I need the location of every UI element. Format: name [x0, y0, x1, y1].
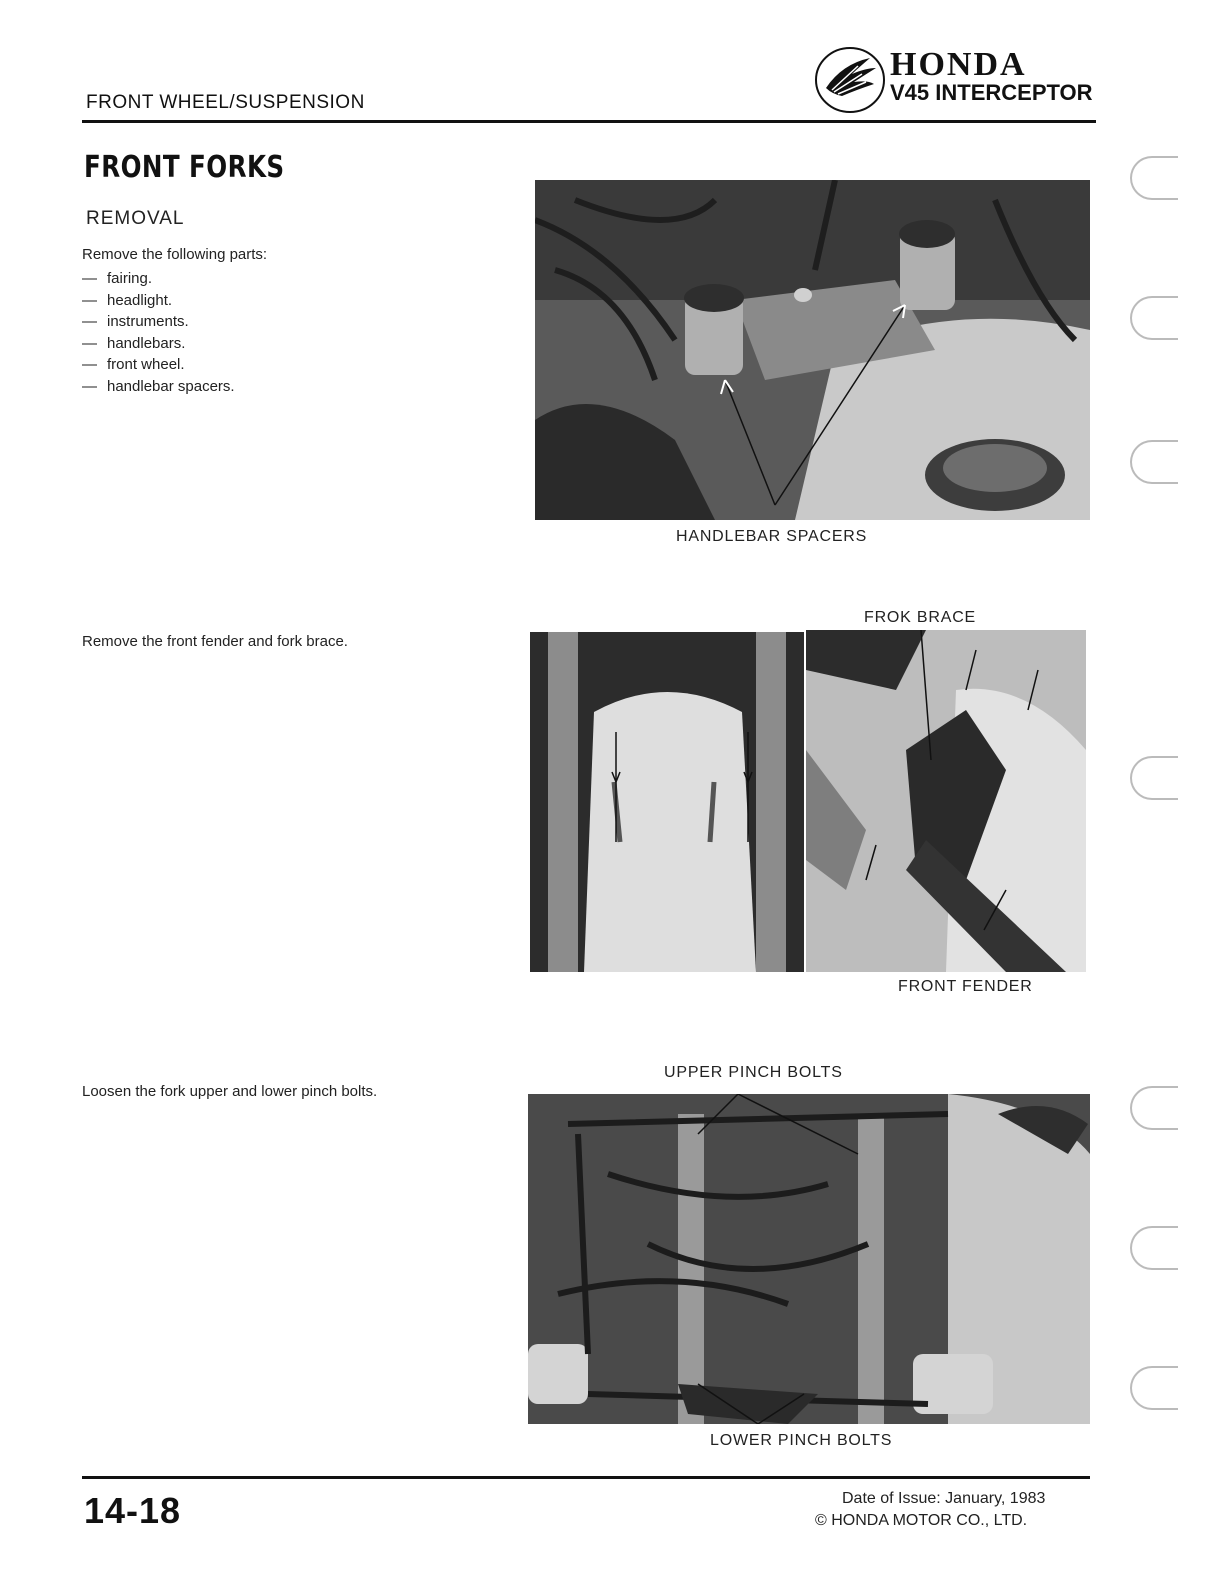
binder-tab-mark [1130, 156, 1178, 200]
copyright: © HONDA MOTOR CO., LTD. [815, 1512, 1028, 1529]
binder-tab-mark [1130, 440, 1178, 484]
model-name: V45 INTERCEPTOR [890, 80, 1093, 105]
binder-tab-mark [1130, 1086, 1178, 1130]
header-rule [82, 120, 1096, 123]
caption-front-fender: FRONT FENDER [898, 978, 1033, 995]
caption-handlebar-spacers: HANDLEBAR SPACERS [676, 528, 868, 545]
brand-name: HONDA [890, 46, 1027, 83]
photo-handlebar-spacers [535, 180, 1090, 520]
list-item: — fairing. [82, 268, 235, 290]
caption-lower-pinch-bolts: LOWER PINCH BOLTS [710, 1432, 893, 1449]
page-number: 14-18 [84, 1490, 182, 1531]
list-item: — handlebars. [82, 333, 235, 355]
photo-fork-brace-side-view [806, 630, 1086, 972]
removal-heading: REMOVAL [86, 208, 185, 229]
binder-tab-mark [1130, 1226, 1178, 1270]
intro-text: Remove the following parts: [82, 246, 268, 263]
caption-fork-brace: FROK BRACE [864, 609, 977, 626]
photo-fork-pinch-bolts [528, 1094, 1090, 1424]
binder-tab-mark [1130, 1366, 1178, 1410]
parts-list [82, 268, 235, 397]
photo-front-fender-front-view [530, 632, 804, 972]
list-item: — headlight. [82, 290, 235, 312]
list-item: — front wheel. [82, 354, 235, 376]
issue-date: Date of Issue: January, 1983 [842, 1490, 1046, 1507]
section-title: FRONT WHEEL/SUSPENSION [86, 92, 365, 113]
list-item: — handlebar spacers. [82, 376, 235, 398]
footer-rule [82, 1476, 1090, 1479]
caption-upper-pinch-bolts: UPPER PINCH BOLTS [664, 1064, 843, 1081]
page-heading: FRONT FORKS [84, 150, 285, 185]
list-item: — instruments. [82, 311, 235, 333]
step-remove-fender: Remove the front fender and fork brace. [82, 633, 348, 650]
binder-tab-mark [1130, 756, 1178, 800]
step-loosen-pinch-bolts: Loosen the fork upper and lower pinch bolts. [82, 1083, 378, 1100]
binder-tab-mark [1130, 296, 1178, 340]
